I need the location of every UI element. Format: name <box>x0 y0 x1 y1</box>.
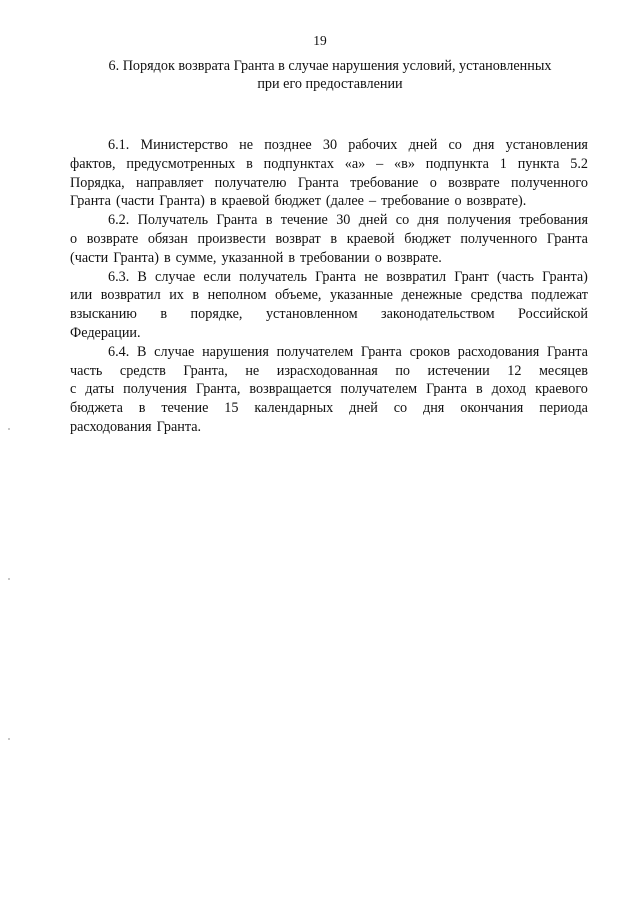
section-title-line: при его предоставлении <box>257 76 403 92</box>
scan-speck <box>8 578 10 580</box>
scan-speck <box>8 428 10 430</box>
text-line: 6.2. Получатель Гранта в течение 30 дней со дня получения требования <box>108 212 588 229</box>
text-line: часть средств Гранта, не израсходованная по истечении 12 месяцев <box>70 362 588 379</box>
text-line: бюджета в течение 15 календарных дней со дня окончания периода <box>70 400 588 417</box>
text-line: (части Гранта) в сумме, указанной в требовании о возврате. <box>70 249 442 266</box>
text-line: 6.3. В случае если получатель Гранта не возвратил Грант (часть Гранта) <box>108 268 588 285</box>
text-line: 6.1. Министерство не позднее 30 рабочих дней со дня установления <box>108 137 588 153</box>
text-line: о возврате обязан произвести возврат в краевой бюджет полученного Гранта <box>70 230 588 247</box>
paragraph-6-1 <box>70 136 588 211</box>
text-line: расходования Гранта. <box>70 418 202 435</box>
paragraph-6-3 <box>70 268 588 343</box>
text-line: 6.4. В случае нарушения получателем Гранта сроков расходования Гранта <box>108 343 588 360</box>
section-title-line: 6. Порядок возврата Гранта в случае нарушения условий, установленных <box>108 58 552 74</box>
scan-speck <box>8 738 10 740</box>
section-body <box>70 136 588 437</box>
section-title <box>80 57 580 93</box>
paragraph-6-4 <box>70 343 588 437</box>
paragraph-6-2 <box>70 211 588 267</box>
text-line: Гранта (части Гранта) в краевой бюджет (далее – требование о возврате). <box>70 193 527 210</box>
text-line: фактов, предусмотренных в подпунктах «а» – «в» подпункта 1 пункта 5.2 <box>70 155 588 172</box>
text-line: взысканию в порядке, установленном законодательством Российской <box>70 306 588 323</box>
text-line: Федерации. <box>70 324 141 341</box>
text-line: Порядка, направляет получателю Гранта требование о возврате полученного <box>70 174 588 191</box>
text-line: с даты получения Гранта, возвращается получателем Гранта в доход краевого <box>70 381 588 398</box>
page-number: 19 <box>313 33 327 48</box>
text-line: или возвратил их в неполном объеме, указанные денежные средства подлежат <box>70 287 588 304</box>
